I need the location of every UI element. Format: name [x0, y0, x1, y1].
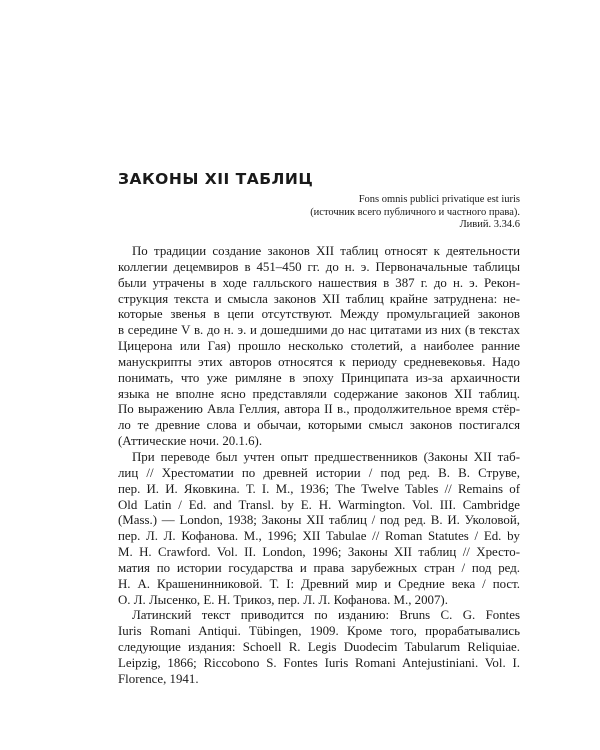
- text-line: Florence, 1941.: [118, 671, 199, 686]
- text-line: в середине V в. до н. э. и дошедшими до нас цитатами из них (в текстах: [118, 323, 520, 338]
- text-line: коллегии децемвиров в 451–450 гг. до н. э. Первоначальные таблицы: [118, 259, 520, 274]
- paragraph-3: [118, 608, 520, 687]
- text-line: матия по истории государства и права зарубежных стран / под ред.: [118, 560, 520, 575]
- text-line: (Аттические ночи. 20.1.6).: [118, 434, 263, 449]
- text-line: Leipzig, 1866; Riccobono S. Fontes Iuris Romani Antejustiniani. Vol. I.: [118, 655, 520, 670]
- text-line: пер. И. И. Яковкина. Т. I. М., 1936; The Twelve Tables // Remains of: [118, 481, 520, 496]
- text-line: ло те древние слова и обычаи, которыми смысл законов постигался: [118, 418, 520, 433]
- text-line: струкция текста и смысла законов XII таблиц крайне затруднена: не-: [118, 291, 520, 306]
- text-line: следующие издания: Schoell R. Legis Duodecim Tabularum Reliquiae.: [118, 640, 520, 655]
- text-line: Цицерона или Гая) прошло несколько столетий, а наиболее ранние: [118, 339, 520, 354]
- text-line: языка не вполне ясно представляли содержание законов XII таблиц.: [118, 386, 520, 401]
- text-line: были утрачены в ходе галльского нашествия в 387 г. до н. э. Рекон-: [118, 275, 520, 290]
- text-line: О. Л. Лысенко, Е. Н. Трикоз, пер. Л. Л. Кофанова. М., 2007).: [118, 592, 448, 607]
- text-line: M. H. Crawford. Vol. II. London, 1996; Законы XII таблиц // Хресто-: [118, 545, 520, 560]
- text-line: которые звенья в цепи отсутствуют. Между промульгацией законов: [118, 307, 520, 322]
- paragraph-1: [118, 244, 520, 450]
- epigraph-latin: Fons omnis publici privatique est iuris: [358, 194, 520, 205]
- paragraph-2: [118, 450, 520, 608]
- text-line: Iuris Romani Antiqui. Tübingen, 1909. Кроме того, прорабатывались: [118, 624, 520, 639]
- text-line: понимать, что уже римляне в эпоху Принципата из-за архаичности: [118, 370, 520, 385]
- text-line: Н. А. Крашенинниковой. Т. I: Древний мир и Средние века / пост.: [118, 576, 520, 591]
- body-text: [118, 244, 520, 688]
- chapter-title: ЗАКОНЫ XII ТАБЛИЦ: [118, 170, 314, 188]
- text-line: манускрипты этих авторов относятся к периоду средневековья. Надо: [118, 354, 520, 369]
- text-line: пер. Л. Л. Кофанова. М., 1996; XII Tabulae // Roman Statutes / Ed. by: [118, 529, 520, 544]
- epigraph-translation: (источник всего публичного и частного права).: [310, 206, 520, 218]
- epigraph: [190, 194, 520, 232]
- text-line: По выражению Авла Геллия, автора II в., продолжительное время стёр-: [118, 402, 520, 417]
- text-line: По традиции создание законов XII таблиц относят к деятельности: [132, 244, 520, 258]
- text-line: Латинский текст приводится по изданию: Bruns C. G. Fontes: [132, 608, 520, 623]
- text-line: лиц // Хрестоматии по древней истории / под ред. В. В. Струве,: [118, 465, 520, 480]
- text-line: Old Latin / Ed. and Transl. by E. H. Warmington. Vol. III. Cambridge: [118, 497, 520, 512]
- text-line: При переводе был учтен опыт предшественников (Законы XII таб-: [132, 449, 520, 464]
- epigraph-source: Ливий. 3.34.6: [459, 219, 520, 231]
- text-line: (Mass.) — London, 1938; Законы XII таблиц / под ред. В. И. Уколовой,: [118, 513, 520, 528]
